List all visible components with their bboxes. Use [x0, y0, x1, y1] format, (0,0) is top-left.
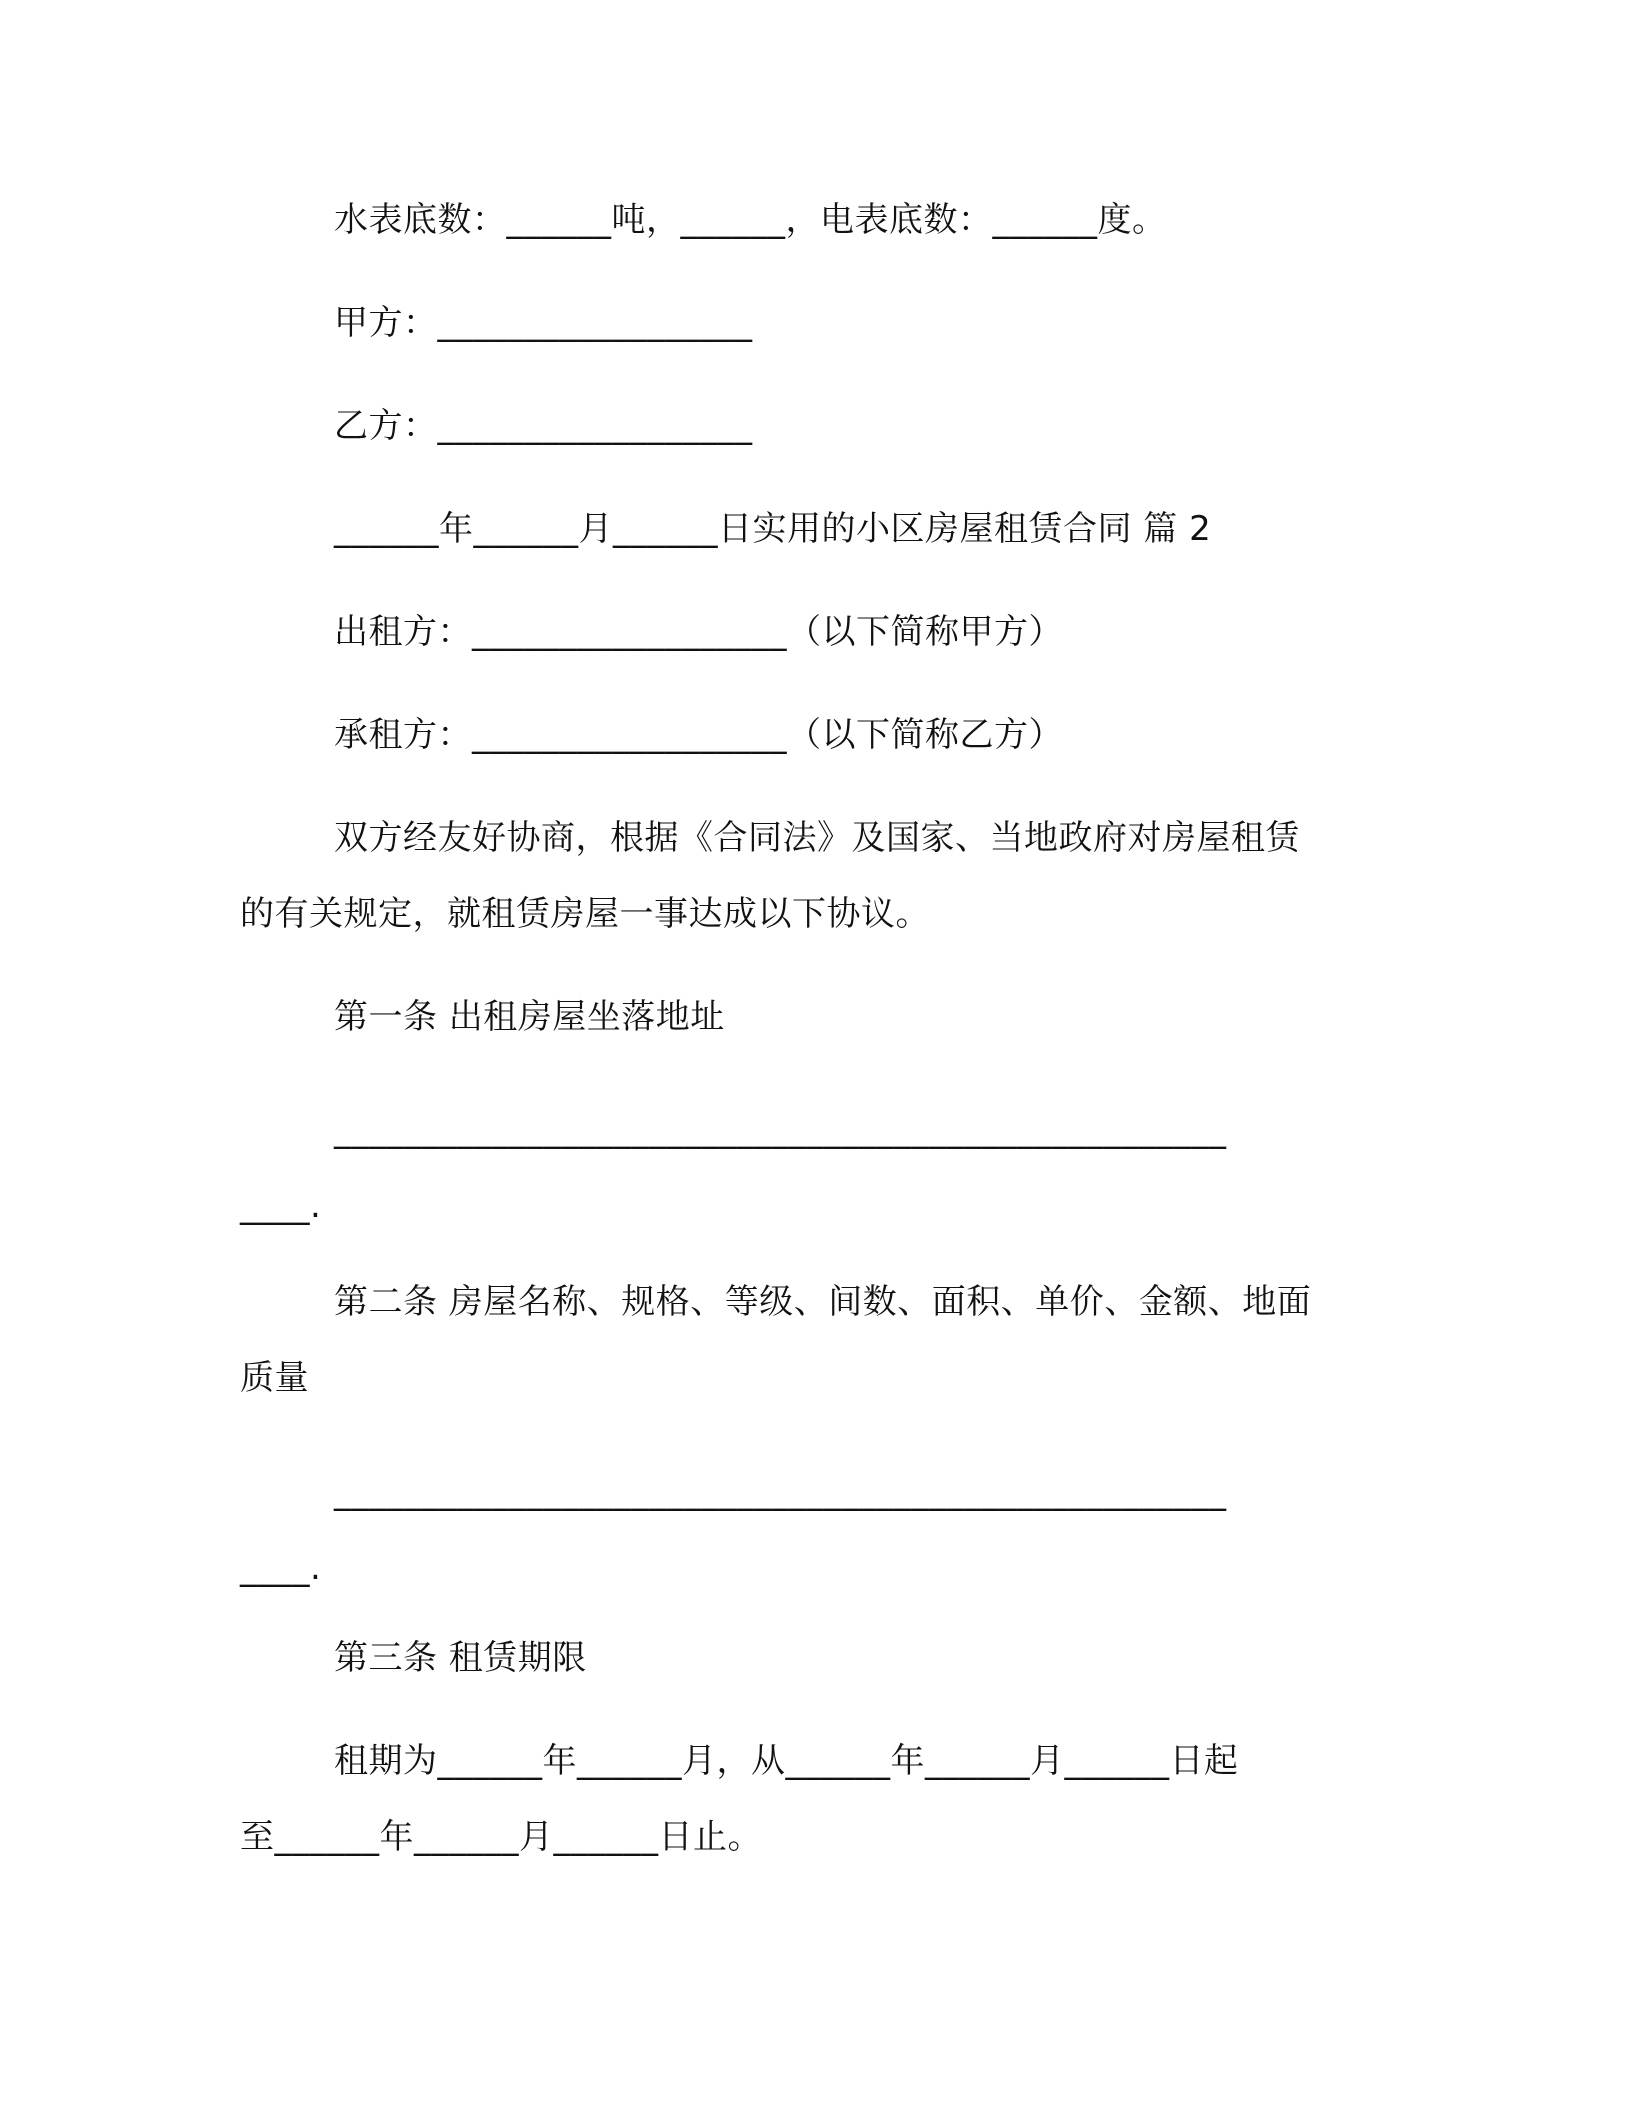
article-2-blank-line: ___________________________________________________ [334, 1472, 1227, 1512]
article-2-heading: 第二条 房屋名称、规格、等级、间数、面积、单价、金额、地面 [334, 1282, 1312, 1322]
article-1-blank-line-end: ____. [240, 1186, 322, 1226]
lessor-line: 出租方：__________________（以下简称甲方） [334, 612, 1063, 652]
lease-term-line-1: 租期为______年______月，从______年______月______日起 [334, 1741, 1239, 1781]
lessee-line: 承租方：__________________（以下简称乙方） [334, 715, 1063, 755]
article-3-heading: 第三条 租赁期限 [334, 1638, 587, 1678]
meter-readings-line: 水表底数：______吨，______，电表底数：______度。 [334, 200, 1167, 240]
party-a-signature-line: 甲方：__________________ [334, 303, 753, 343]
article-1-heading: 第一条 出租房屋坐落地址 [334, 997, 725, 1037]
party-b-signature-line: 乙方：__________________ [334, 406, 753, 446]
intro-paragraph-line-1: 双方经友好协商，根据《合同法》及国家、当地政府对房屋租赁 [334, 818, 1300, 858]
article-2-blank-line-end: ____. [240, 1548, 322, 1588]
lease-term-line-2: 至______年______月______日止。 [240, 1817, 762, 1857]
article-2-heading-continued: 质量 [240, 1358, 309, 1398]
date-and-section-title: ______年______月______日实用的小区房屋租赁合同 篇 2 [334, 509, 1212, 549]
intro-paragraph-line-2: 的有关规定，就租赁房屋一事达成以下协议。 [240, 894, 930, 934]
article-1-blank-line: ___________________________________________________ [334, 1110, 1227, 1150]
